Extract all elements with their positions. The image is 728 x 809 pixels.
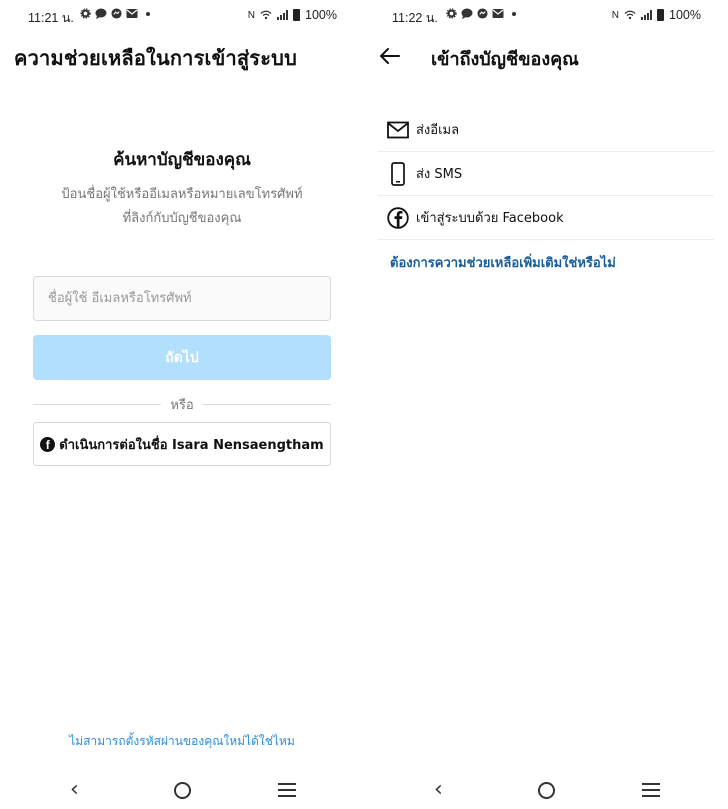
status-notification-icons (446, 8, 516, 19)
messenger-icon (111, 8, 122, 19)
or-divider (33, 394, 331, 414)
facebook-icon (386, 206, 410, 230)
battery-level: 100% (305, 8, 337, 22)
username-email-phone-input[interactable] (33, 276, 331, 321)
envelope-icon (386, 118, 410, 142)
chat-icon (461, 8, 473, 19)
access-account-screen (364, 0, 728, 809)
subtitle-line-1: ป้อนชื่อผู้ใช้หรืออีเมลหรือหมายเลขโทรศัพท์ (61, 187, 303, 202)
messenger-icon (477, 8, 488, 19)
status-time: 11:22 น. (392, 11, 438, 25)
menu-icon[interactable] (642, 783, 660, 801)
phone-icon (386, 162, 410, 186)
login-with-facebook-label: เข้าสู่ระบบด้วย Facebook (416, 211, 564, 226)
mail-icon (126, 8, 138, 19)
battery-icon (293, 9, 300, 21)
battery-icon (657, 9, 664, 21)
need-more-help-link[interactable]: ต้องการความช่วยเหลือเพิ่มเติมใช่หรือไม่ (390, 256, 616, 271)
page-title: ความช่วยเหลือในการเข้าสู่ระบบ (14, 46, 297, 70)
nfc-icon: N (611, 9, 620, 21)
menu-icon[interactable] (278, 783, 296, 801)
gear-icon (446, 8, 457, 19)
subtitle-line-2: ที่ลิงก์กับบัญชีของคุณ (122, 211, 242, 226)
cant-reset-password-link[interactable]: ไม่สามารถตั้งรหัสผ่านของคุณใหม่ได้ใช่ไหม (69, 734, 295, 748)
home-icon[interactable] (538, 782, 555, 799)
system-nav-bar (0, 770, 364, 809)
or-label: หรือ (170, 398, 194, 413)
find-account-title: ค้นหาบัญชีของคุณ (113, 150, 251, 170)
wifi-icon (624, 10, 636, 20)
status-time: 11:21 น. (28, 11, 74, 25)
signal-icon (277, 10, 288, 20)
status-notification-icons (80, 8, 150, 19)
home-icon[interactable] (174, 782, 191, 799)
back-icon[interactable]: ‹ (70, 777, 79, 802)
nfc-icon: N (247, 9, 256, 21)
login-with-facebook-option[interactable] (378, 196, 714, 240)
status-bar (364, 0, 728, 30)
divider-line-right (203, 404, 331, 405)
chat-icon (95, 8, 107, 19)
back-arrow-icon[interactable] (378, 44, 402, 68)
continue-with-facebook-label: ดำเนินการต่อในชื่อ Isara Nensaengtham (59, 437, 324, 453)
send-sms-option[interactable] (378, 152, 714, 196)
wifi-icon (260, 10, 272, 20)
send-email-option[interactable] (378, 108, 714, 152)
system-nav-bar (364, 770, 728, 809)
page-title: เข้าถึงบัญชีของคุณ (431, 49, 579, 70)
status-system-icons (248, 8, 337, 22)
dot-icon (512, 12, 516, 16)
battery-level: 100% (669, 8, 701, 22)
continue-with-facebook-button[interactable] (33, 422, 331, 466)
status-bar (0, 0, 364, 30)
gear-icon (80, 8, 91, 19)
facebook-icon: f (40, 437, 55, 452)
back-icon[interactable]: ‹ (434, 777, 443, 802)
next-button[interactable]: ถัดไป (33, 335, 331, 380)
send-sms-label: ส่ง SMS (416, 167, 463, 182)
send-email-label: ส่งอีเมล (416, 123, 460, 138)
signal-icon (641, 10, 652, 20)
status-system-icons (612, 8, 701, 22)
find-account-subtitle (40, 183, 324, 231)
mail-icon (492, 8, 504, 19)
dot-icon (146, 12, 150, 16)
